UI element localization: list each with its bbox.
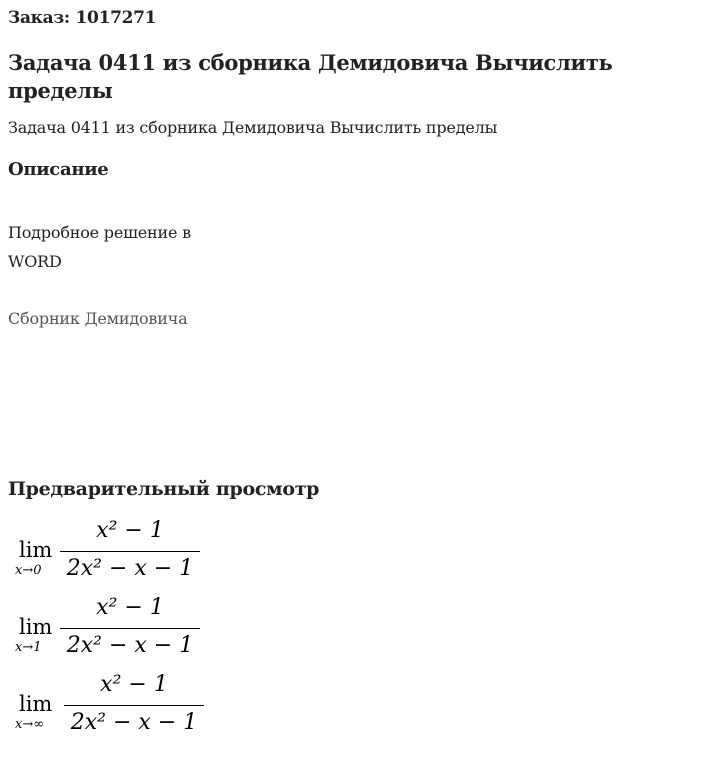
description-heading: Описание <box>8 159 109 180</box>
description-text-line-1: Подробное решение в <box>8 223 191 242</box>
lim-operator: lim <box>19 692 53 716</box>
fraction-numerator: x² − 1 <box>96 518 164 543</box>
lim-operator: lim <box>19 538 53 562</box>
limit-formula <box>14 514 274 584</box>
fraction <box>60 514 200 584</box>
page-subtitle: Задача 0411 из сборника Демидовича Вычислить пределы <box>8 118 498 137</box>
description-text-line-2: WORD <box>8 252 62 271</box>
lim-subscript: x→1 <box>15 640 42 655</box>
fraction <box>60 591 200 661</box>
order-number: Заказ: 1017271 <box>8 8 157 28</box>
lim-operator: lim <box>19 615 53 639</box>
limit-formula <box>14 591 274 661</box>
fraction-denominator: 2x² − x − 1 <box>66 633 194 658</box>
page-title: Задача 0411 из сборника Демидовича Вычислить пределы <box>8 50 613 103</box>
fraction-bar <box>60 628 200 629</box>
fraction-denominator: 2x² − x − 1 <box>66 556 194 581</box>
limit-formula <box>14 668 274 738</box>
lim-subscript: x→∞ <box>15 717 45 732</box>
fraction-bar <box>60 551 200 552</box>
fraction-numerator: x² − 1 <box>96 595 164 620</box>
fraction <box>64 668 204 738</box>
lim-subscript: x→0 <box>15 563 42 578</box>
fraction-numerator: x² − 1 <box>100 672 168 697</box>
preview-heading: Предварительный просмотр <box>8 478 320 500</box>
collection-link[interactable]: Сборник Демидовича <box>8 309 188 328</box>
fraction-bar <box>64 705 204 706</box>
fraction-denominator: 2x² − x − 1 <box>70 710 198 735</box>
